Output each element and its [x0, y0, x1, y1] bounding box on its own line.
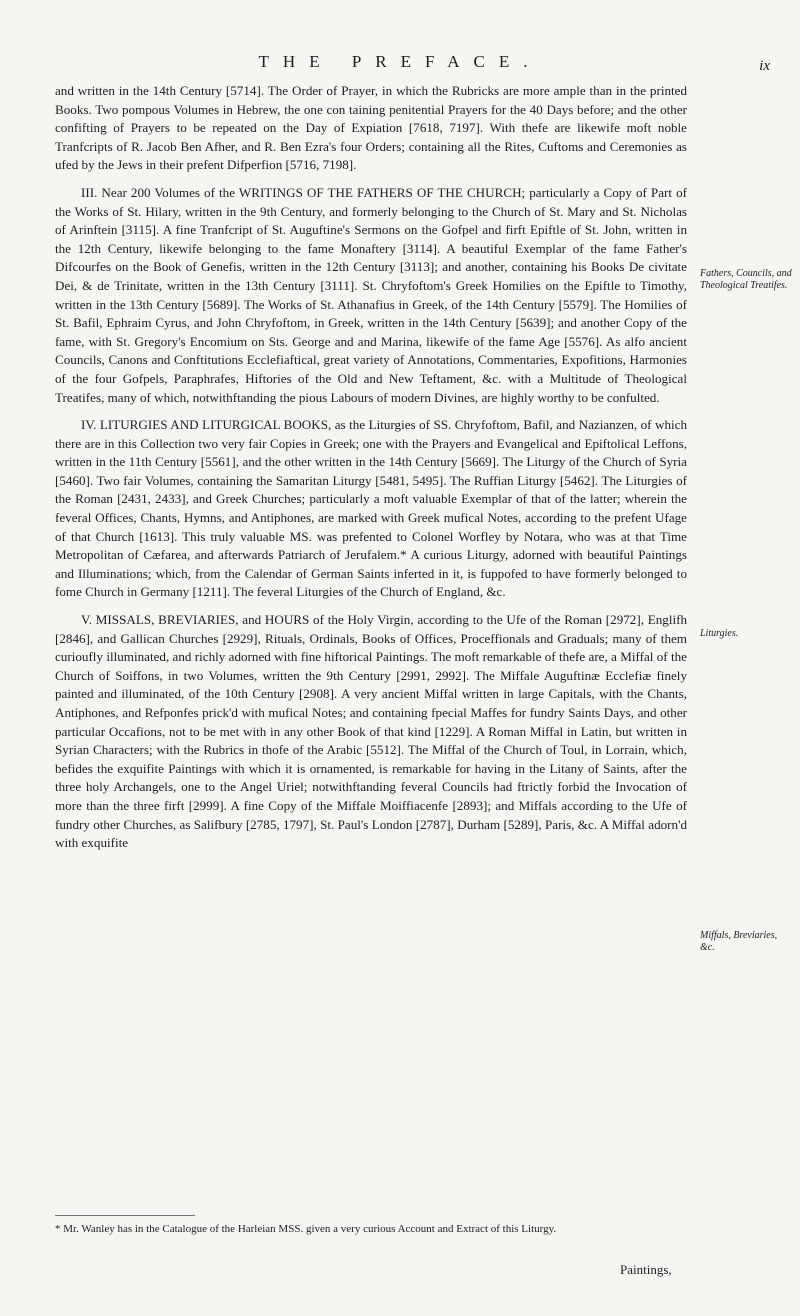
margin-note-fathers: Fathers, Councils, and Theological Treatifes.: [700, 268, 792, 291]
footnote: * Mr. Wanley has in the Catalogue of the Harleian MSS. given a very curious Account and Extract of this Liturgy.: [55, 1223, 557, 1235]
paragraph-missals: V. MISSALS, BREVIARIES, and HOURS of the Holy Virgin, according to the Ufe of the Roman [2972], Englifh [2846], and Gallican Churches [2929], Rituals, Ordinals, Books of Offices, Proceffionals and Graduals; many of them curioufly illuminated, and richly adorned with fine hiftorical Paintings. The moft remarkable of thefe are, a Miffal of the Church of Soiffons, in two Volumes, written the 9th Century [2991, 2992]. The Miffale Auguftinæ Ecclefiæ finely painted and illuminated, of the 10th Century [2908]. A very ancient Miffal written in large Capitals, with the Chants, Antiphones, and Refponfes prick'd with mufical Notes; and containing fpecial Maffes for fundry Saints Days, and other particular Occafions, not to be met with in any other Book of that kind [1229]. A Roman Miffal in Latin, but written in Syrian Characters; with the Rubrics in thofe of the Arabic [5512]. The Miffal of the Church of Toul, in Lorrain, which, befides the exquifite Paintings with which it is ornamented, is remarkable for having in the Litany of Saints, after the three holy Archangels, one to the Angel Uriel; notwithftanding feveral Councils had ftrictly forbid the Invocation of more than the three firft [2999]. A fine Copy of the Miffale Moiffiacenfe [2893]; and Miffals according to the Ufe of fundry other Churches, as Salifbury [2785, 1797], St. Paul's London [2787], Durham [5289], Paris, &c. A Miffal adorn'd with exquifite: [55, 612, 687, 851]
footnote-rule: [55, 1215, 195, 1216]
catchword: Paintings,: [620, 1262, 672, 1277]
page-number: ix: [759, 58, 770, 74]
paragraph-fathers: III. Near 200 Volumes of the WRITINGS OF THE FATHERS OF THE CHURCH; particularly a Copy of Part of the Works of St. Hilary, written in the 9th Century, and formerly belonging to the Church of St. Mary and St. Nicholas of Arinftein [3115]. A fine Tranfcript of St. Auguftine's Sermons on the Gofpel and firft Epiftle of St. John, written in the 12th Century, likewife belonging to the fame Monaftery [3114]. A beautiful Exemplar of the fame Father's Difcourfes on the Book of Genefis, written in the 12th Century [3113]; and another, containing his Books De civitate Dei, & de Trinitate, written in the 13th Century [3111]. St. Chryfoftom's Greek Homilies on the Epiftle to Timothy, written in the 13th Century [5689]. The Works of St. Athanafius in Greek, of the 14th Century [5579]. The Homilies of St. Bafil, Ephraim Cyrus, and John Chryfoftom, in Greek, written in the 14th Century [5639]; and another Copy of the fame, with St. Gregory's Encomium on Sts. George and and Marina, likewife of the fame Age [5576]. As alfo ancient Councils, Canons and Conftitutions Ecclefiaftical, great variety of Annotations, Commentaries, Expofitions, Harmonies of the four Gofpels, Paraphrafes, Hiftories of the Old and New Teftament, &c. with a Multitude of Theological Treatifes, many of which, notwithftanding the pious Labours of modern Divines, are highly worthy to be confulted.: [55, 184, 687, 405]
margin-note-missals: Miffals, Breviaries, &c.: [700, 930, 778, 953]
margin-note-liturgies: Liturgies.: [700, 628, 739, 639]
running-head: THE PREFACE.: [258, 52, 542, 71]
paragraph-continuation: and written in the 14th Century [5714]. The Order of Prayer, in which the Rubricks are more ample than in the printed Books. Two pompous Volumes in Hebrew, the one con taining penitential Prayers for the 40 Days before; and the other confifting of Prayers to be repeated on the Day of Expiation [7618, 7197]. With thefe are likewife moft noble Tranfcripts of R. Jacob Ben Afher, and R. Ben Ezra's four Orders; containing all the Rites, Cuftoms and Ceremonies as ufed by the Jews in their prefent Difperfion [5716, 7198].: [55, 83, 687, 173]
body-text: [55, 82, 687, 862]
paragraph-liturgies: IV. LITURGIES AND LITURGICAL BOOKS, as the Liturgies of SS. Chryfoftom, Bafil, and Nazianzen, of which there are in this Collection two very fair Copies in Greek; one with the Prayers and Evangelical and Epiftolical Leffons, written in the 11th Century [5561], and the other written in the 14th Century [5669]. The Liturgy of the Church of Syria [5460]. Two fair Volumes, containing the Samaritan Liturgy [5481, 5495]. The Ruffian Liturgy [5462]. The Liturgies of the Roman [2431, 2433], and Greek Churches; particularly a moft valuable Exemplar of that of the latter; wherein the feveral Offices, Chants, Hymns, and Antiphones, are marked with Greek mufical Notes, according to the prefent Ufage of that Church [1613]. This truly valuable MS. was prefented to Colonel Worfley by Notara, who was at that Time Metropolitan of Cæfarea, and afterwards Patriarch of Jerufalem.* A curious Liturgy, adorned with beautiful Paintings and Illuminations; which, from the Calendar of German Saints inferted in it, is fuppofed to have formerly belonged to fome Church in Germany [1211]. The feveral Liturgies of the Church of England, &c.: [55, 417, 687, 600]
